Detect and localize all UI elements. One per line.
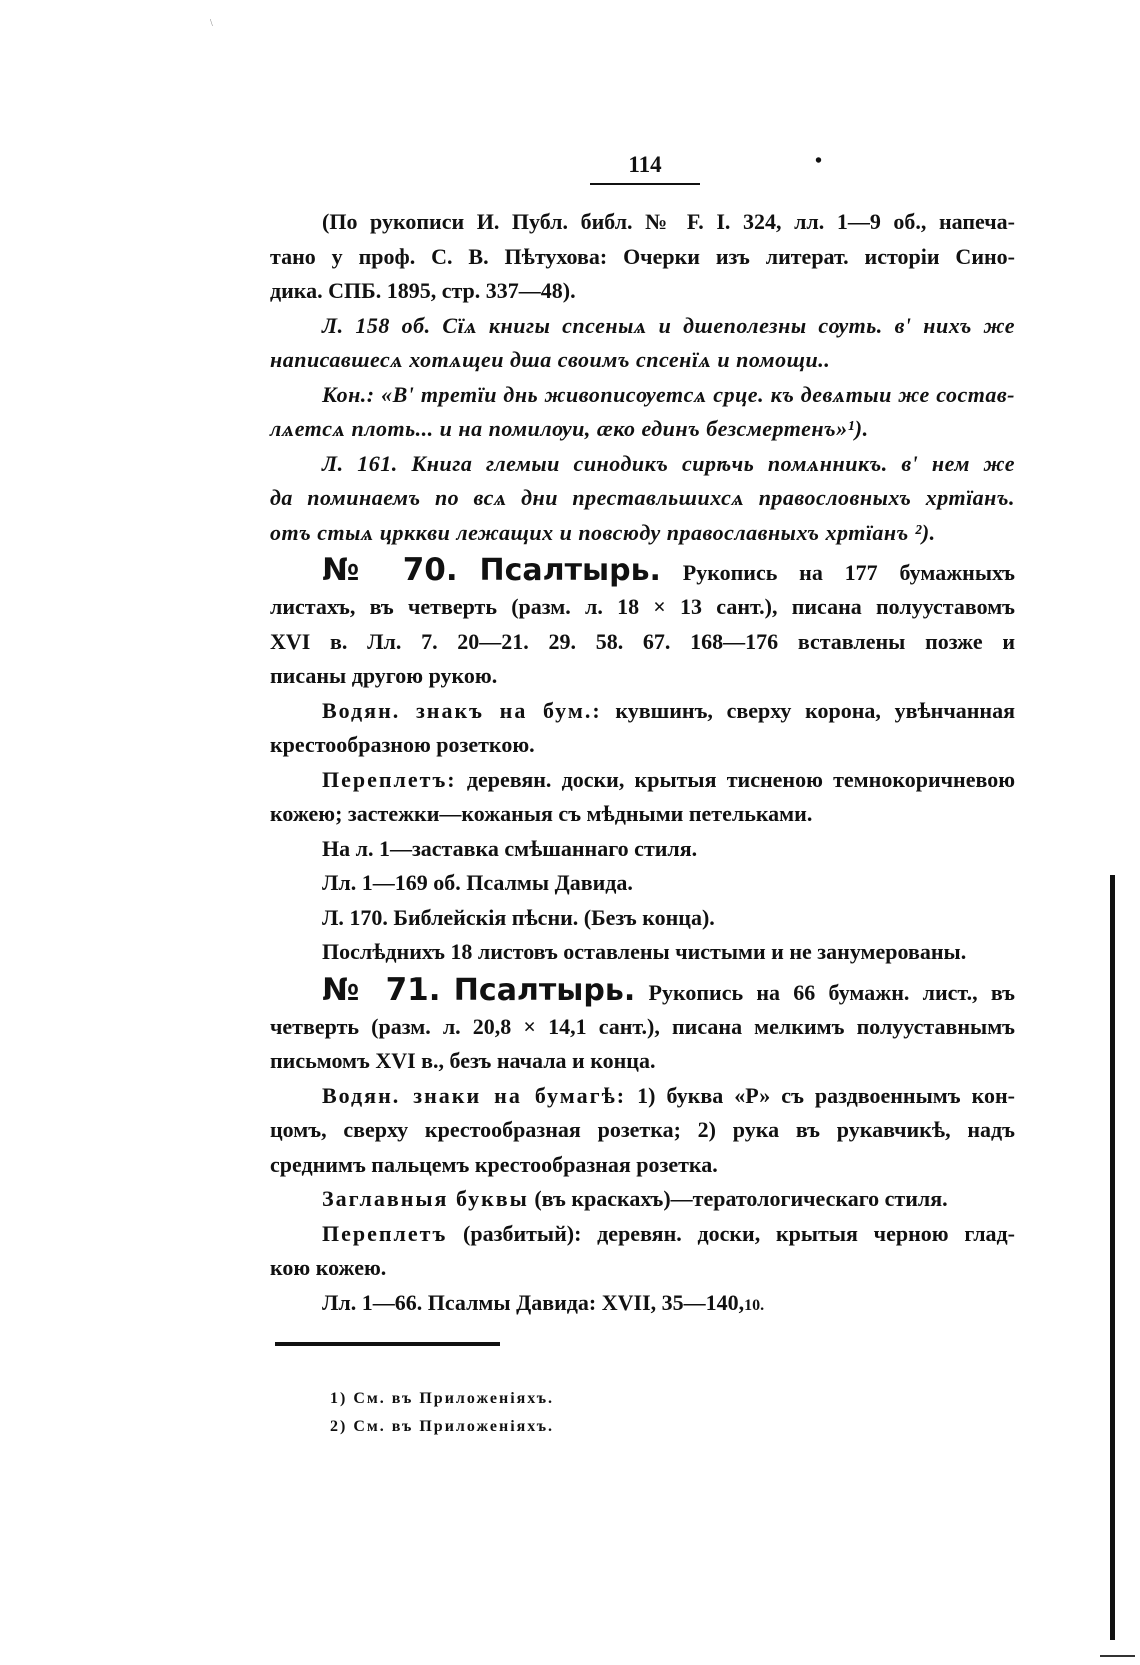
binding-line [270, 1217, 1015, 1252]
footnote-rule [275, 1342, 500, 1346]
text-line: среднимъ пальцемъ крестообразная розетка. [270, 1151, 718, 1177]
slavonic-line: написавшесѧ хотѧщеи дша своимъ спсенїѧ и помощи.. [270, 347, 831, 372]
text-run: Рукопись на 177 бумажныхъ [682, 560, 1016, 585]
scan-margin-bar [1110, 875, 1115, 1640]
slavonic-line: Л. 158 об. Сїѧ книгы спсеныѧ и дшеполезны сѹть. в' нихъ же [322, 312, 1015, 338]
stray-dot: • [815, 150, 823, 172]
text-line: листахъ, въ четверть (разм. л. 18 × 13 сант.), писана полууставомъ [270, 594, 1015, 619]
watermark-line [270, 1079, 1015, 1114]
text-run: Рукопись на 66 бумажн. лист., въ [648, 979, 1016, 1005]
content-item: На л. 1—заставка смѣшаннаго стиля. [322, 835, 698, 861]
watermark-line [270, 694, 1015, 729]
binding-line [270, 763, 1015, 798]
page-number-rule [590, 183, 700, 185]
text-line: (По рукописи И. Публ. библ. № F. I. 324, лл. 1—9 об., напеча- [322, 209, 1015, 234]
text-line: XVI в. Лл. 7. 20—21. 29. 58. 67. 168—176 вставлены позже и [270, 628, 1015, 654]
content-item [270, 1286, 1015, 1321]
footnote: 1) См. въ Приложеніяхъ. [330, 1390, 555, 1407]
text-run: 1) буква «Р» съ раздвоеннымъ кон- [637, 1082, 1015, 1108]
watermark-label: Водян. знакъ на бум.: [322, 697, 602, 723]
watermark-label: Водян. знаки на бумагѣ: [322, 1082, 627, 1108]
entry-title: Псалтырь. [453, 972, 636, 1008]
slavonic-line: отъ стыѧ црккви лежащих и повсюду православныхъ хртїанъ ²). [270, 519, 936, 545]
text-run: (разбитый): деревян. доски, крытыя черною глад- [463, 1220, 1015, 1246]
content-item: Послѣднихъ 18 листовъ оставлены чистыми и не занумерованы. [322, 939, 967, 964]
entry-title: Псалтырь. [479, 553, 661, 588]
entry-number: № 71. [322, 971, 441, 1008]
text-run-small: 10. [744, 1296, 765, 1314]
entry-71-heading [270, 970, 1015, 1010]
text-line: кожею; застежки—кожаныя съ мѣдными петельками. [270, 801, 813, 826]
binding-label: Переплетъ: [322, 766, 457, 792]
text-run: деревян. доски, крытыя тисненою темнокоричневою [466, 766, 1016, 792]
slavonic-line: Кон.: «В' третїи днь живописѹетсѧ срце. къ девѧтыи же состав- [322, 381, 1015, 407]
text-line: крестообразною розеткою. [270, 732, 535, 757]
page-number: 114 [628, 152, 662, 177]
text-line: писаны другою рукою. [270, 663, 498, 688]
scan-mark: \ [210, 18, 213, 29]
footnote: 2) См. въ Приложеніяхъ. [330, 1418, 555, 1435]
entry-70-heading [270, 550, 1015, 590]
text-line: цомъ, сверху крестообразная розетка; 2) рука въ рукавчикѣ, надъ [270, 1117, 1015, 1142]
text-line: тано у проф. С. В. Пѣтухова: Очерки изъ литерат. исторіи Сино- [270, 243, 1015, 269]
initials-label: Заглавныя буквы [322, 1186, 529, 1211]
text-run: (въ краскахъ)—тератологическаго стиля. [534, 1186, 948, 1211]
text-line: кою кожею. [270, 1255, 387, 1280]
scan-corner-mark [1100, 1655, 1135, 1657]
text-run: кувшинъ, сверху корона, увѣнчанная [615, 697, 1016, 723]
slavonic-line: да поминаемъ по всѧ дни преставльшихсѧ правословныхъ хртїанъ. [270, 485, 1015, 510]
entry-number: № 70. [322, 552, 458, 588]
slavonic-line: лѧетсѧ плоть... и на помилѹи, ӕко единъ безсмертенъ»¹). [270, 416, 869, 441]
content-item: Лл. 1—169 об. Псалмы Давида. [322, 870, 633, 895]
slavonic-line: Л. 161. Книга глемыи синодикъ сирѣчь помѧнникъ. в' нем же [322, 450, 1015, 476]
text-line: письмомъ XVI в., безъ начала и конца. [270, 1048, 656, 1073]
text-line: дика. СПБ. 1895, стр. 337—48). [270, 278, 576, 303]
binding-label: Переплетъ [322, 1220, 448, 1246]
footnotes [330, 1385, 554, 1441]
body-text [270, 205, 1015, 1320]
text-line: четверть (разм. л. 20,8 × 14,1 сант.), писана мелкимъ полууставнымъ [270, 1013, 1015, 1039]
initials-line [270, 1182, 1015, 1217]
text-run: Лл. 1—66. Псалмы Давида: XVII, 35—140, [322, 1289, 745, 1315]
content-item: Л. 170. Библейскія пѣсни. (Безъ конца). [322, 904, 715, 930]
